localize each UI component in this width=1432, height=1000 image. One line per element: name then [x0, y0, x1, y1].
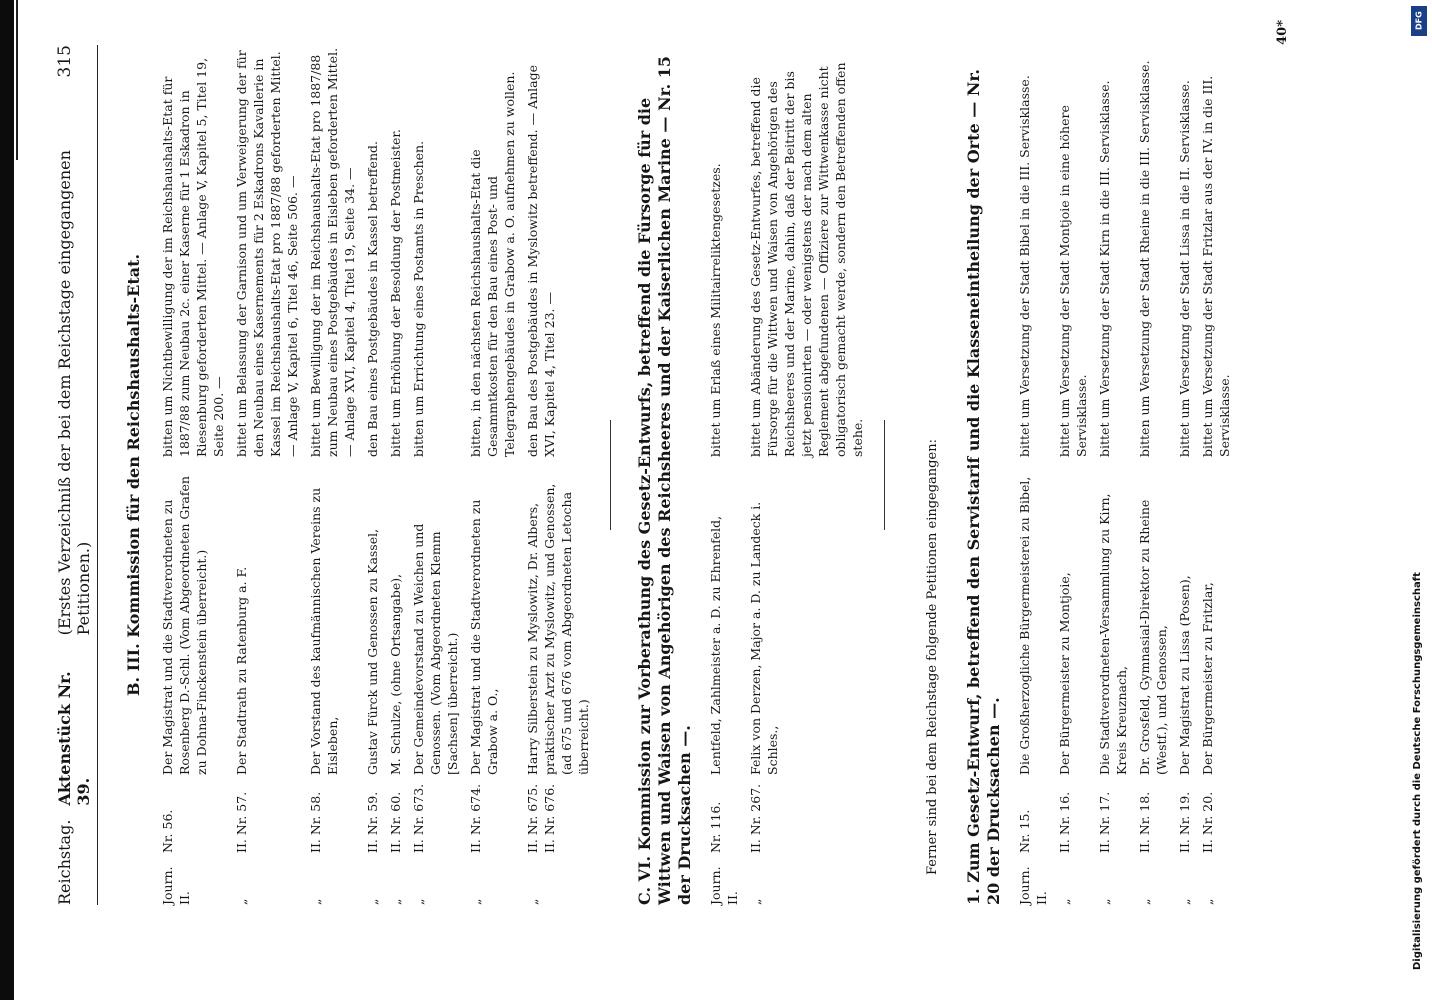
- petition-number: II. Nr. 59.: [365, 791, 380, 853]
- section-c-list: [707, 45, 866, 905]
- journal-ref: „: [1057, 898, 1072, 905]
- petition-number: II. Nr. 60.: [388, 791, 403, 853]
- petitioner: Der Bürgermeister zu Fritzlar,: [1200, 582, 1215, 775]
- petition-number: II. Nr. 16.: [1057, 791, 1072, 853]
- dfg-logo: DFG: [1411, 6, 1427, 36]
- petitioner: Lentfeld, Zahlmeister a. D. zu Ehrenfeld,: [708, 515, 723, 775]
- petitioner: M. Schulze, (ohne Ortsangabe),: [388, 573, 403, 775]
- petition-request: bittet um Erlaß eines Militairreliktengesetzes.: [708, 163, 723, 457]
- petition-number: Nr. 116.: [708, 801, 723, 853]
- petitioner: Die Großherzogliche Bürgermeisterei zu Bibel,: [1017, 476, 1032, 775]
- petition-request: bittet um Abänderung des Gesetz-Entwurfes, betreffend die Fürsorge für die Wittwen und Waisen von Angehörigen des Reichsheeres und der Marine, dahin, daß der Beitritt der bis jetzt pensionirten — oder wenigstens der nach dem alten Reglement abgefundenen — Offiziere zur Wittwenkasse nicht obligatorisch gemacht werde, sondern den Betreffenden offen stehe.: [748, 62, 865, 457]
- petition-request: bittet um Versetzung der Stadt Fritzlar aus der IV. in die III. Servisklasse.: [1200, 75, 1232, 457]
- header-act: Aktenstück Nr. 39.: [55, 671, 93, 806]
- petitioner: Gustav Fürck und Genossen zu Kassel,: [365, 528, 380, 775]
- petition-row: [747, 45, 866, 905]
- page-number: 315: [55, 45, 75, 78]
- petition-number: II. Nr. 267.: [748, 783, 763, 853]
- petitioner: Der Magistrat und die Stadtverordneten zu Grabow a. O.,: [468, 499, 500, 775]
- section-b-list: [159, 45, 592, 905]
- petition-request: bitten um Nichtbewilligung der im Reichshaushalts-Etat für 1887/88 zum Neubau 2c. einer Kaserne für 1 Eskadron in Riesenburg geforderten Mittel. — Anlage V, Kapitel 5, Titel 19, Seite 200. —: [160, 57, 226, 457]
- journal-ref: Journ. II.: [708, 866, 740, 905]
- header-reichstag: Reichstag.: [55, 819, 74, 905]
- journal-ref: „: [365, 898, 380, 905]
- petition-request: bittet um Versetzung der Stadt Kirn in die III. Servisklasse.: [1097, 80, 1112, 457]
- petition-row: [1176, 45, 1193, 905]
- petitioner: Felix von Derzen, Major a. D. zu Landeck i. Schles.,: [748, 501, 780, 775]
- petition-number: II. Nr. 673.: [411, 783, 426, 853]
- intro-text: Ferner sind bei dem Reichstage folgende Petitionen eingegangen:: [925, 439, 940, 875]
- petition-request: den Bau eines Postgebäudes in Kassel betreffend.: [365, 141, 380, 457]
- petition-number: II. Nr. 675. II. Nr. 676.: [525, 783, 557, 853]
- funding-credit: Digitalisierung gefördert durch die Deutsche Forschungsgemeinschaft: [1412, 572, 1423, 970]
- petitioner: Dr. Grosfeld, Gymnasial-Direktor zu Rheine (Westf.), und Genossen,: [1137, 499, 1169, 775]
- petition-request: bittet um Erhöhung der Besoldung der Postmeister.: [388, 129, 403, 457]
- petition-number: Nr. 56.: [160, 809, 175, 853]
- petitioner: Der Bürgermeister zu Montjoie,: [1057, 572, 1072, 775]
- petition-row: [233, 45, 301, 905]
- petition-row: [1016, 45, 1050, 905]
- journal-ref: „: [388, 898, 403, 905]
- petition-row: [364, 45, 381, 905]
- journal-ref: „: [234, 898, 249, 905]
- signature-mark: 40*: [1275, 20, 1290, 45]
- petition-request: bittet um Bewilligung der im Reichshaushalts-Etat pro 1887/88 zum Neubau eines Postgebäudes in Eisleben geforderten Mittel. — Anlage XVI, Kapitel 4, Titel 19, Seite 34. —: [308, 47, 357, 457]
- petition-row: [1056, 45, 1090, 905]
- petition-request: bittet um Versetzung der Stadt Montjoie in eine höhere Servisklasse.: [1057, 105, 1089, 457]
- petition-row: [1199, 45, 1233, 905]
- petition-number: II. Nr. 17.: [1097, 791, 1112, 853]
- journal-ref: „: [308, 898, 323, 905]
- header-title: (Erstes Verzeichniß der bei dem Reichstage eingegangenen Petitionen.): [55, 150, 93, 636]
- journal-ref: „: [1200, 898, 1215, 905]
- petitioner: Die Stadtverordneten-Versammlung zu Kirn, Kreis Kreuznach,: [1097, 493, 1129, 775]
- petitioner: Der Magistrat und die Stadtverordneten zu Rosenberg D.-Schl. (Vom Abgeordneten Grafen zu Dohna-Finckenstein überreicht.): [160, 476, 209, 775]
- journal-ref: Journ. II.: [160, 866, 192, 905]
- journal-ref: „: [1177, 898, 1192, 905]
- journal-ref: „: [1137, 898, 1152, 905]
- petition-row: [524, 45, 592, 905]
- petition-row: [410, 45, 461, 905]
- journal-ref: „: [1097, 898, 1112, 905]
- petition-number: II. Nr. 19.: [1177, 791, 1192, 853]
- journal-ref: „: [525, 898, 540, 905]
- petition-number: II. Nr. 18.: [1137, 791, 1152, 853]
- petition-row: [387, 45, 404, 905]
- running-header: [55, 45, 98, 905]
- petition-number: II. Nr. 674.: [468, 783, 483, 853]
- petition-request: bitten, in den nächsten Reichshaushalts-Etat die Gesammtkosten für den Bau eines Post- und Telegraphengebäudes in Grabow a. O. aufnehmen zu wollen.: [468, 71, 517, 457]
- petition-request: bittet um Versetzung der Stadt Lissa in die II. Servisklasse.: [1177, 80, 1192, 457]
- petition-request: den Bau des Postgebäudes in Myslowitz betreffend. — Anlage XVI, Kapitel 4, Titel 23. —: [525, 64, 557, 457]
- section-divider: [884, 420, 885, 530]
- petition-request: bittet um Belassung der Garnison und um Verweigerung der für den Neubau eines Kasernements für 2 Eskadrons Kavallerie in Kassel im Reichshaushalts-Etat pro 1887/88 geforderten Mittel. — Anlage V, Kapitel 6, Titel 46, Seite 506. —: [234, 50, 300, 457]
- petition-row: [307, 45, 358, 905]
- petitioner: Der Vorstand des kaufmännischen Vereins zu Eisleben,: [308, 487, 340, 775]
- petitioner: Der Stadtrath zu Ratenburg a. F.: [234, 566, 249, 775]
- section-b-title: B. III. Kommission für den Reichshaushalts-Etat.: [124, 253, 143, 697]
- petitioner: Harry Silberstein zu Myslowitz, Dr. Albers, praktischer Arzt zu Myslowitz, und Genossen, (ad 675 und 676 vom Abgeordneten Letocha überreicht.): [525, 483, 591, 775]
- page-content: [55, 45, 1239, 905]
- journal-ref: Journ. II.: [1017, 866, 1049, 905]
- journal-ref: „: [411, 898, 426, 905]
- journal-ref: „: [748, 898, 763, 905]
- petition-request: bitten um Errichtung eines Postamts in Preschen.: [411, 140, 426, 457]
- petition-row: [1096, 45, 1130, 905]
- petition-number: II. Nr. 57.: [234, 791, 249, 853]
- petitioner: Der Gemeindevorstand zu Weichen und Genossen. (Vom Abgeordneten Klemm [Sachsen] überreicht.): [411, 523, 460, 775]
- petition-row: [1136, 45, 1170, 905]
- petition-number: II. Nr. 20.: [1200, 791, 1215, 853]
- petition-request: bittet um Versetzung der Stadt Bibel in die III. Servisklasse.: [1017, 75, 1032, 457]
- petition-row: [467, 45, 518, 905]
- section-divider: [610, 420, 611, 530]
- petition-row: [159, 45, 227, 905]
- section-1-title: 1. Zum Gesetz-Entwurf, betreffend den Servistarif und die Klasseneintheilung der Orte — Nr. 20 der Drucksachen —.: [964, 69, 1003, 905]
- journal-ref: „: [468, 898, 483, 905]
- petition-request: bitten um Versetzung der Stadt Rheine in die III. Servisklasse.: [1137, 60, 1152, 457]
- petition-number: II. Nr. 58.: [308, 791, 323, 853]
- petition-number: Nr. 15.: [1017, 809, 1032, 853]
- petitioner: Der Magistrat zu Lissa (Posen),: [1177, 575, 1192, 775]
- section-c-title: C. VI. Kommission zur Vorberathung des Gesetz-Entwurfs, betreffend die Fürsorge für die Wittwen und Waisen von Angehörigen des Reichsheeres und der Kaiserlichen Marine — Nr. 15 der Drucksachen —.: [635, 56, 694, 905]
- petition-row: [707, 45, 741, 905]
- section-1-list: [1016, 45, 1233, 905]
